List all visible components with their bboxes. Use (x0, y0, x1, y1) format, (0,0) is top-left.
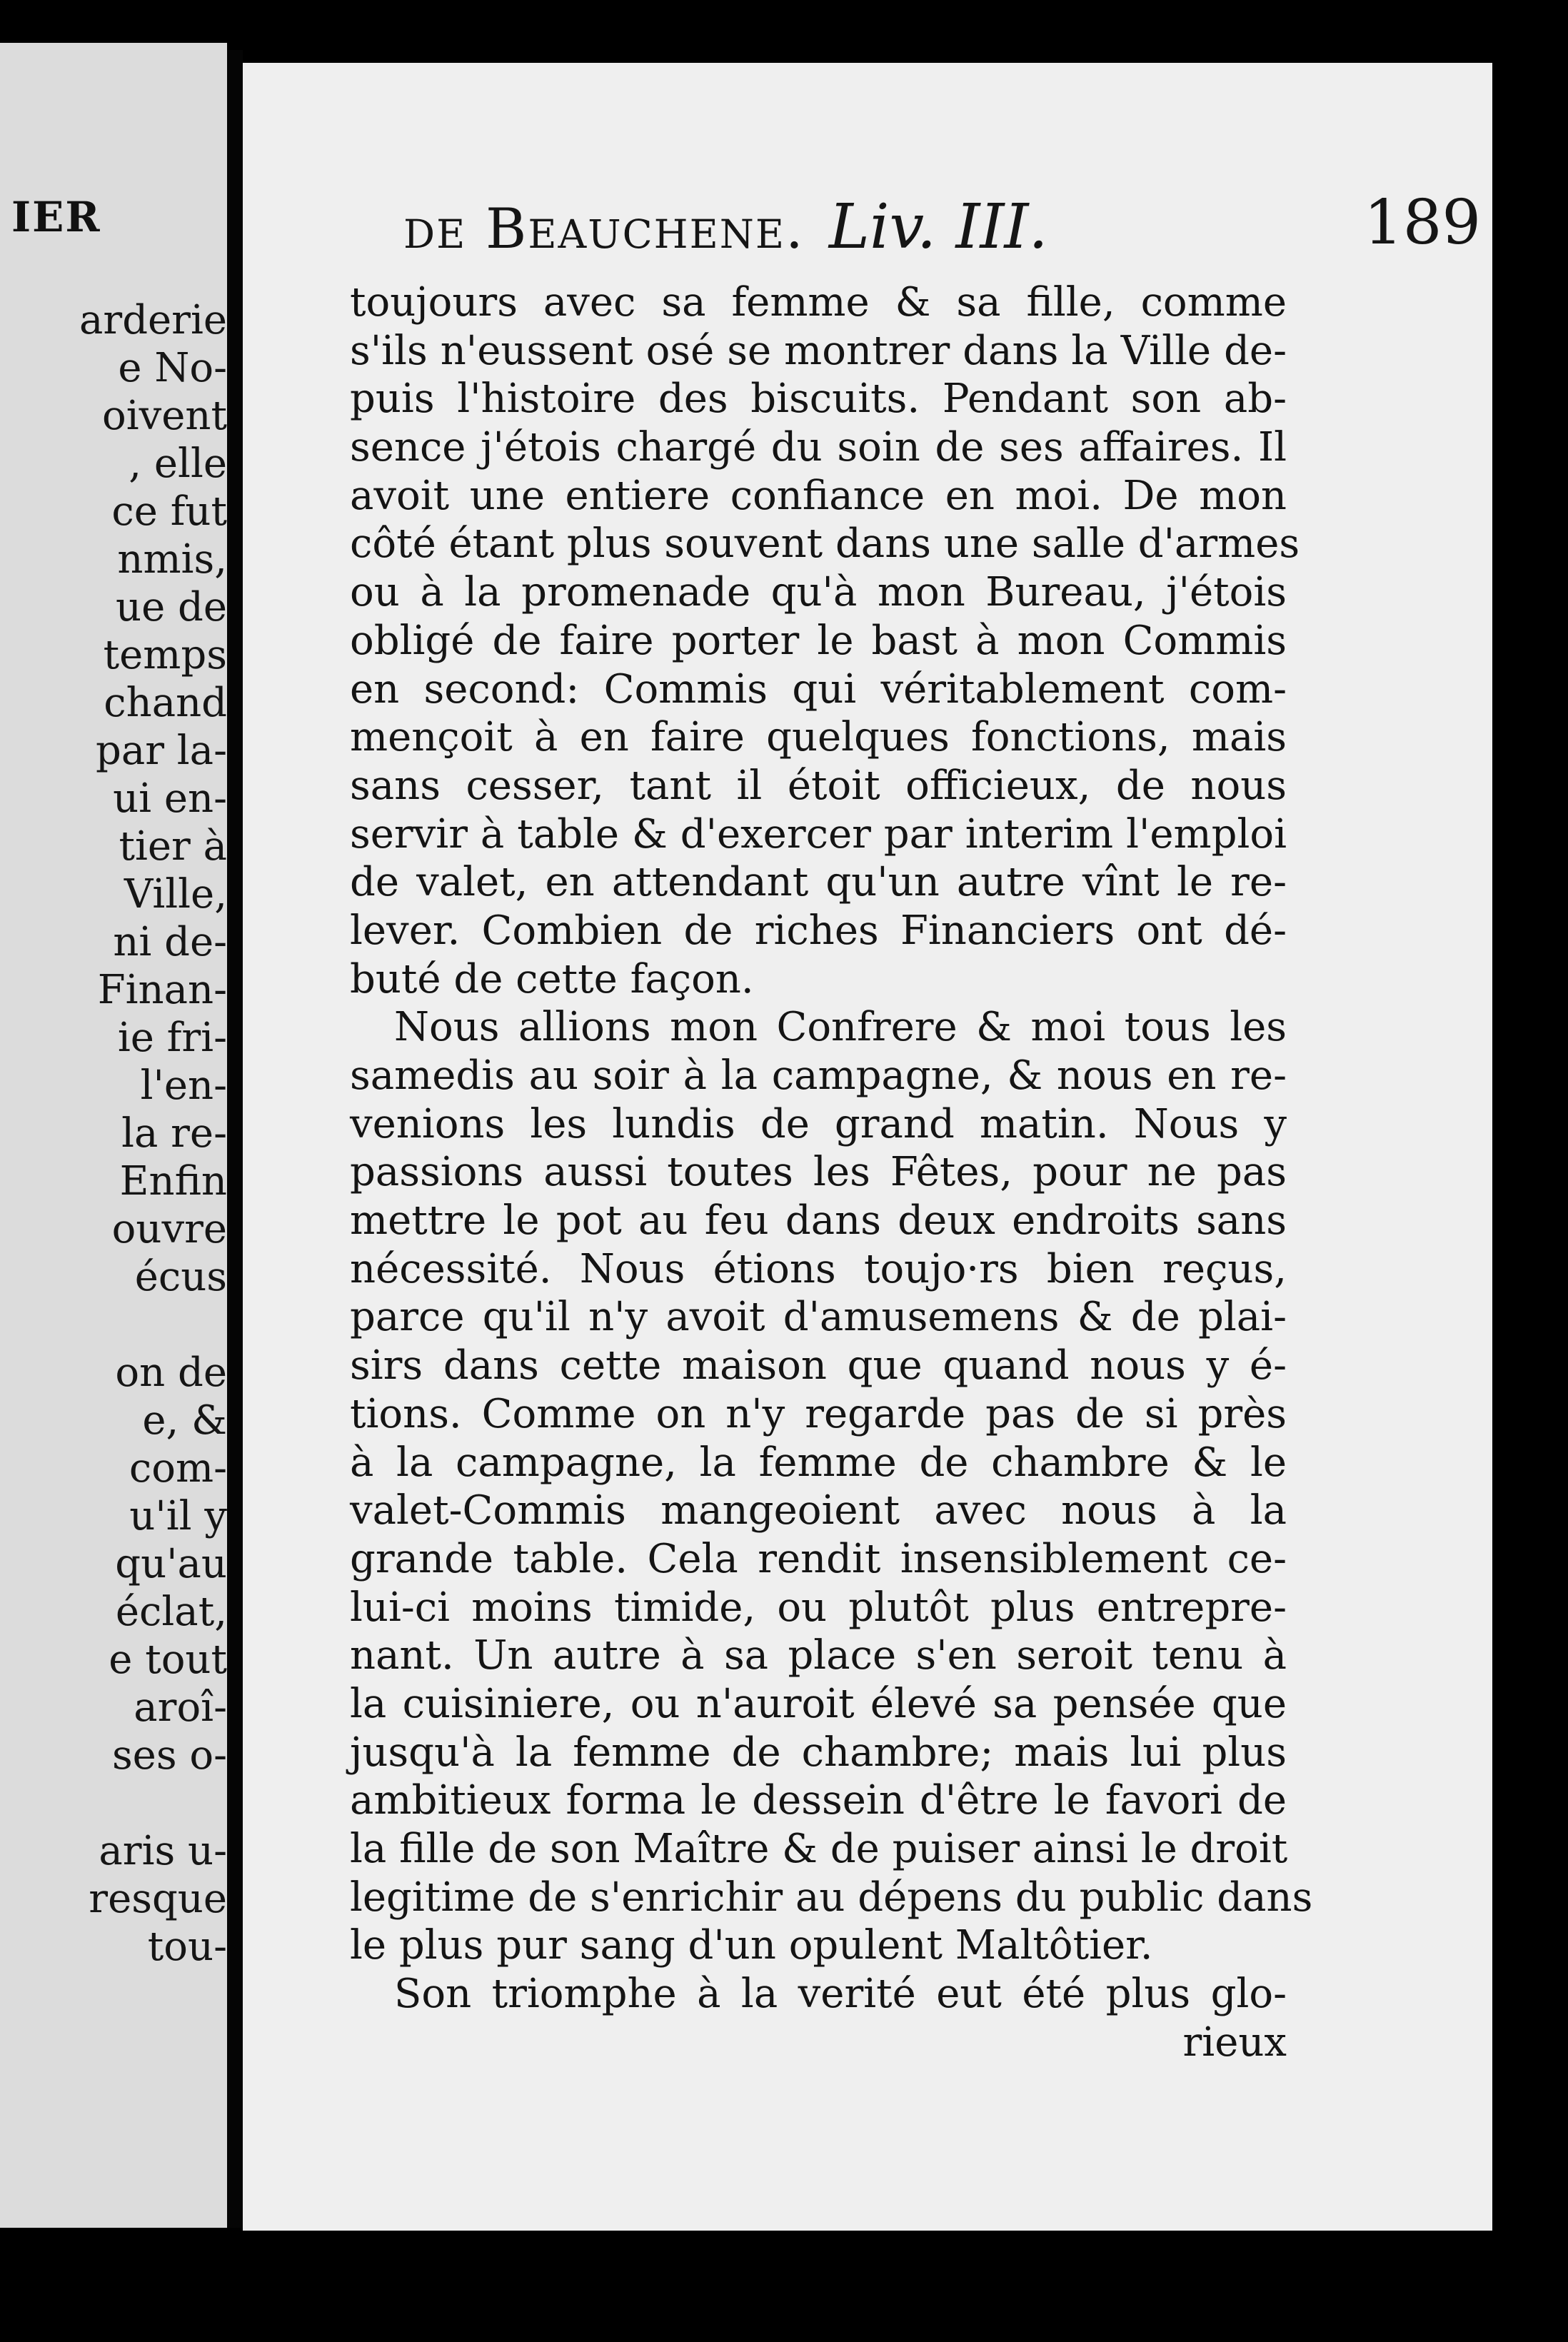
text-line: sence j'étois chargé du soin de ses affaires. Il (350, 424, 1287, 471)
facing-page-line: e tout (109, 1637, 227, 1683)
facing-page-line (0, 1301, 227, 1349)
text-line: nant. Un autre à sa place s'en seroit tenu à (350, 1632, 1287, 1679)
text-line: parce qu'il n'y avoit d'amusemens & de plai- (350, 1294, 1287, 1341)
text-line: Nous allions mon Confrere & moi tous les (394, 1004, 1287, 1051)
text-line: puis l'histoire des biscuits. Pendant son ab- (350, 376, 1287, 423)
facing-page-line: ui en- (113, 775, 227, 822)
facing-page-line: Enfin (119, 1158, 227, 1205)
text-line: samedis au soir à la campagne, & nous en re- (350, 1052, 1287, 1099)
page-body (350, 278, 1313, 2066)
text-line: la fille de son Maître & de puiser ainsi le droit (350, 1826, 1288, 1872)
text-line: lever. Combien de riches Financiers ont dé- (350, 907, 1287, 954)
running-head-book: Liv. III. (828, 191, 1048, 263)
facing-page-line: com- (129, 1445, 227, 1492)
facing-page-line: par la- (95, 728, 227, 774)
text-line: ou à la promenade qu'à mon Bureau, j'étois (350, 569, 1287, 616)
facing-page-line: e No- (118, 345, 227, 391)
facing-page-line: ouvre (111, 1206, 227, 1252)
text-line: legitime de s'enrichir au dépens du public dans (350, 1874, 1313, 1921)
text-line: nécessité. Nous étions toujo·rs bien reçus, (350, 1245, 1287, 1292)
facing-page-line: aris u- (99, 1828, 227, 1874)
facing-page-line: aroî- (134, 1684, 227, 1731)
text-line: lui-ci moins timide, ou plutôt plus entrepre- (350, 1584, 1287, 1631)
text-line: servir à table & d'exercer par interim l'emploi (350, 810, 1287, 858)
facing-page-line: Finan- (97, 967, 227, 1013)
facing-page-line: oivent (102, 393, 227, 439)
facing-page-line: ni de- (113, 919, 227, 965)
text-line: venions les lundis de grand matin. Nous y (350, 1100, 1287, 1147)
facing-page-line: ue de (116, 584, 227, 630)
facing-page-fragment (0, 43, 227, 2228)
text-line: tions. Comme on n'y regarde pas de si près (350, 1390, 1287, 1437)
facing-page-line: ce fut (111, 488, 227, 535)
text-line: en second: Commis qui véritablement com- (350, 665, 1287, 713)
text-line: obligé de faire porter le bast à mon Commis (350, 617, 1287, 664)
page-number: 189 (1364, 187, 1482, 258)
facing-page-line: ie fri- (117, 1015, 227, 1061)
running-head (403, 187, 1492, 284)
text-line: ambitieux forma le dessein d'être le favori de (350, 1777, 1287, 1824)
text-line: le plus pur sang d'un opulent Maltôtier. (350, 1922, 1153, 1969)
facing-page-header: IER (11, 193, 101, 241)
facing-page-line: temps (103, 632, 227, 678)
facing-page-line: u'il y (129, 1493, 227, 1539)
text-line: sirs dans cette maison que quand nous y é- (350, 1342, 1287, 1389)
text-line: à la campagne, la femme de chambre & le (350, 1439, 1287, 1486)
facing-page-line (0, 1779, 227, 1827)
facing-page-line: qu'au (115, 1541, 227, 1587)
facing-page-line: ses o- (111, 1732, 227, 1779)
text-line: passions aussi toutes les Fêtes, pour ne pas (350, 1149, 1287, 1196)
facing-page-line: on de (115, 1350, 227, 1396)
book-gutter (227, 50, 243, 2228)
facing-page-line: écus (134, 1254, 227, 1300)
facing-page-line: resque (89, 1876, 227, 1922)
facing-page-text (0, 296, 227, 1971)
book-page (243, 63, 1492, 2231)
catchword: rieux (1182, 2019, 1287, 2066)
text-line: toujours avec sa femme & sa fille, comme (350, 279, 1287, 326)
text-line: mettre le pot au feu dans deux endroits sans (350, 1197, 1287, 1245)
facing-page-line: arderie (79, 297, 227, 343)
facing-page-line: nmis, (117, 536, 227, 583)
text-line: mençoit à en faire quelques fonctions, mais (350, 714, 1287, 761)
text-line: Son triomphe à la verité eut été plus glo- (394, 1971, 1287, 2018)
facing-page-line: e, & (142, 1397, 227, 1444)
facing-page-line: tier à (119, 823, 227, 870)
text-line: jusqu'à la femme de chambre; mais lui plus (350, 1729, 1287, 1776)
text-line: de valet, en attendant qu'un autre vînt le re- (350, 859, 1287, 906)
text-line: valet-Commis mangeoient avec nous à la (350, 1487, 1287, 1534)
facing-page-line: chand (104, 680, 227, 726)
text-line: buté de cette façon. (350, 955, 754, 1002)
facing-page-line: éclat, (115, 1589, 227, 1635)
facing-page-line: l'en- (140, 1062, 227, 1109)
facing-page-line: , elle (129, 441, 227, 487)
text-line: sans cesser, tant il étoit officieux, de nous (350, 762, 1287, 809)
scan-border (1492, 43, 1568, 2342)
running-head-author: de Beauchene. (403, 197, 805, 261)
facing-page-line: tou- (147, 1924, 227, 1970)
text-line: grande table. Cela rendit insensiblement ce- (350, 1535, 1287, 1582)
text-line: s'ils n'eussent osé se montrer dans la Ville de- (350, 327, 1287, 374)
facing-page-line: Ville, (124, 871, 227, 918)
text-line: la cuisiniere, ou n'auroit élevé sa pensée que (350, 1680, 1287, 1727)
text-line: avoit une entiere confiance en moi. De mon (350, 472, 1287, 519)
facing-page-line: la re- (121, 1110, 227, 1157)
text-line: côté étant plus souvent dans une salle d'armes (350, 521, 1300, 568)
